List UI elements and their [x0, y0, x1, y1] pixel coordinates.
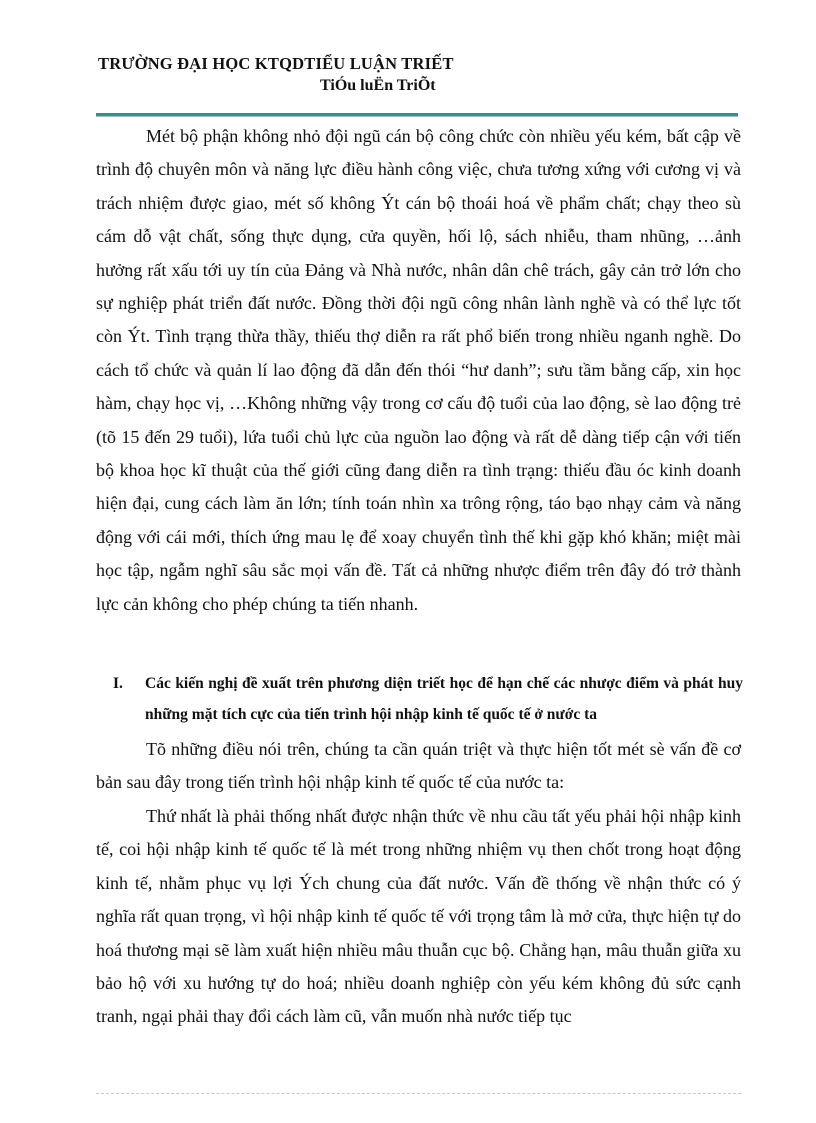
body-paragraph-3: Thứ nhất là phải thống nhất được nhận thức về nhu cầu tất yếu phải hội nhập kinh tế, coi hội nhập kinh tế quốc tế là mét trong những nhiệm vụ then chốt trong hoạt động kinh tế, nhằm phục vụ lợi Ých chung của đất nước. Vấn đề thống về nhận thức có ý nghĩa rất quan trọng, vì hội nhập kinh tế quốc tế với trọng tâm là mở cửa, thực hiện tự do hoá thương mại sẽ làm xuất hiện nhiều mâu thuẫn cục bộ. Chẳng hạn, mâu thuẫn giữa xu bảo hộ với xu hướng tự do hoá; nhiều doanh nghiệp còn yếu kém không đủ sức cạnh tranh, ngại phải thay đổi cách làm cũ, vẫn muốn nhà nước tiếp tục	[96, 806, 741, 1027]
section-heading-text: Các kiến nghị đề xuất trên phương diện triết học để hạn chế các nhược điểm và phát huy những mặt tích cực của tiến trình hội nhập kinh tế quốc tế ở nước ta	[145, 675, 743, 723]
body-paragraph-2: Tõ những điều nói trên, chúng ta cần quán triệt và thực hiện tốt mét sè vấn đề cơ bản sau đây trong tiến trình hội nhập kinh tế quốc tế của nước ta:	[96, 739, 741, 793]
header-title: TRƯỜNG ĐẠI HỌC KTQDTIỂU LUẬN TRIẾT	[98, 54, 454, 73]
footer-divider	[96, 1093, 741, 1094]
header-divider	[96, 113, 738, 117]
section-heading	[113, 668, 743, 730]
section-number: I.	[113, 675, 123, 692]
body-paragraph-1: Mét bộ phận không nhỏ đội ngũ cán bộ công chức còn nhiều yếu kém, bất cập về trình độ chuyên môn và năng lực điều hành công việc, chưa tương xứng với cương vị và trách nhiệm được giao, mét số không Ýt cán bộ thoái hoá về phẩm chất; chạy theo sù cám dỗ vật chất, sống thực dụng, cửa quyền, hối lộ, sách nhiễu, tham nhũng, …ảnh hưởng rất xấu tới uy tín của Đảng và Nhà nước, nhân dân chê trách, gây cản trở lớn cho sự nghiệp phát triển đất nước. Đồng thời đội ngũ công nhân lành nghề và có thể lực tốt còn Ýt. Tình trạng thừa thầy, thiếu thợ diễn ra rất phổ biến trong nhiều nganh nghề. Do cách tổ chức và quản lí lao động đã dẫn đến thói “hư danh”; sưu tầm bằng cấp, xin học hàm, chạy học vị, …Không những vậy trong cơ cấu độ tuổi của lao động, sè lao động trẻ (tõ 15 đến 29 tuổi), lứa tuổi chủ lực của nguồn lao động và rất dễ dàng tiếp cận với tiến bộ khoa học kĩ thuật của thế giới cũng đang diễn ra tình trạng: thiếu đầu óc kinh doanh hiện đại, cung cách làm ăn lớn; tính toán nhìn xa trông rộng, táo bạo nhạy cảm và năng động với cái mới, thích ứng mau lẹ để xoay chuyển tình thế khi gặp khó khăn; miệt mài học tập, ngẫm nghĩ sâu sắc mọi vấn đề. Tất cả những nhược điểm trên đây đó trở thành lực cản không cho phép chúng ta tiến nhanh.	[96, 126, 741, 614]
header-subtitle: TiÓu luËn TriÕt	[320, 77, 436, 94]
